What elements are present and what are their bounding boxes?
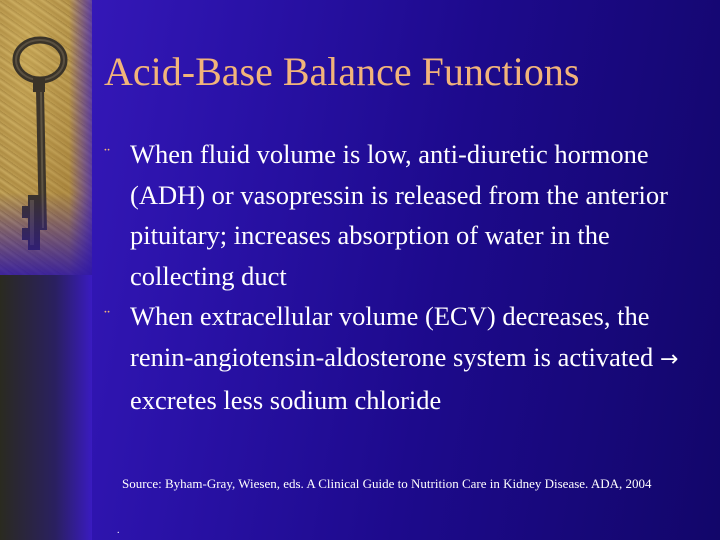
bullet-item-adh — [104, 134, 704, 296]
bullet-text-after: excretes less sodium chloride — [130, 385, 442, 415]
footer-mark: . — [117, 525, 120, 536]
bullet-text-before: When extracellular volume (ECV) decreases, the renin-angiotensin-aldosterone system is activated — [130, 301, 660, 372]
diamond-bullet-icon: ¨ — [104, 144, 110, 164]
right-arrow-icon: → — [659, 346, 679, 372]
source-citation: Source: Byham-Gray, Wiesen, eds. A Clinical Guide to Nutrition Care in Kidney Disease. ADA, 2004 — [122, 476, 652, 491]
bullet-item-ecv — [104, 296, 704, 421]
bullet-text: When fluid volume is low, anti-diuretic hormone (ADH) or vasopressin is released from the anterior pituitary; increases absorption of water in the collecting duct — [130, 139, 668, 291]
photo-fade — [0, 0, 92, 275]
slide-title: Acid-Base Balance Functions — [104, 49, 580, 94]
bullet-list — [104, 134, 704, 421]
diamond-bullet-icon: ¨ — [104, 306, 110, 326]
